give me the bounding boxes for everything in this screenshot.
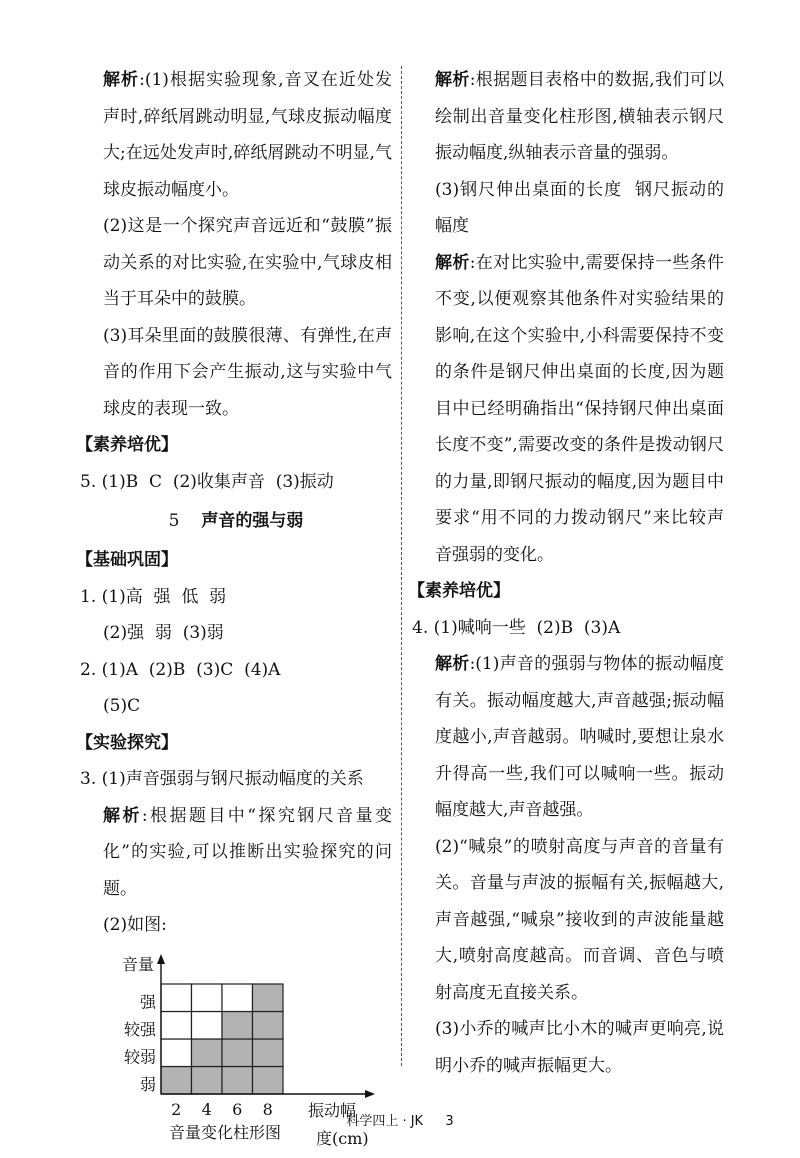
right-column — [408, 62, 725, 1084]
analysis-text: :在对比实验中,需要保持一些条件不变,以便观察其他条件对实验结果的影响,在这个实验中,小科需要保持不变的条件是钢尺伸出桌面的长度,因为题目中已经明确指出“保持钢尺伸出桌面长度不变”,需要改变的条件是拨动钢尺的力量,即钢尺振动的幅度,因为题目中要求“用不同的力拨动钢尺”来比较声音强弱的变化。 — [435, 252, 725, 565]
page-number: 3 — [445, 1114, 454, 1129]
x-tick-label: 2 — [171, 1099, 182, 1119]
y-axis-arrow — [157, 954, 165, 964]
bar-cell — [253, 1011, 284, 1039]
grid-cell — [192, 1011, 223, 1039]
answer-line: 3. (1)声音强弱与钢尺振动幅度的关系 — [80, 769, 364, 789]
paragraph: (2)“喊泉”的喷射高度与声音的音量有关。音量与声波的振幅有关,振幅越大,声音越强,“喊泉”接收到的声波能量越大,喷射高度越高。而音调、音色与喷射高度无直接关系。 — [435, 836, 724, 1003]
grid-cell — [161, 984, 192, 1012]
grid-cell — [222, 984, 253, 1012]
grid-cell — [192, 984, 223, 1012]
analysis-text: :(1)根据实验现象,音叉在近处发声时,碎纸屑跳动明显,气球皮振动幅度大;在远处发声时,碎纸屑跳动不明显,气球皮振动幅度小。 — [103, 70, 392, 200]
answer-line: (2)强 弱 (3)弱 — [103, 623, 224, 643]
bar-cell — [222, 1011, 253, 1039]
y-tick-label: 强 — [139, 992, 156, 1011]
bar-cell — [253, 984, 284, 1012]
answer-line: 5. (1)B C (2)收集声音 (3)振动 — [80, 471, 334, 492]
x-tick-label: 8 — [262, 1099, 273, 1119]
answer-line: 1. (1)高 强 低 弱 — [80, 586, 227, 607]
bar-cell — [253, 1066, 284, 1094]
section-header: 【素养培优】 — [76, 435, 178, 455]
analysis-text: :(1)声音的强弱与物体的振动幅度有关。振动幅度越大,声音越强;振动幅度越小,声音越弱。呐喊时,要想让泉水升得高一些,我们可以喊响一些。振动幅度越大,声音越强。 — [435, 654, 724, 820]
y-axis-label: 音量 — [122, 954, 155, 974]
left-column — [76, 62, 393, 1158]
answer-line: (2)如图: — [103, 915, 167, 935]
analysis-text: :根据题目表格中的数据,我们可以绘制出音量变化柱形图,横轴表示钢尺振动幅度,纵轴表示音量的强弱。 — [435, 70, 725, 163]
paragraph: (2)这是一个探究声音远近和“鼓膜”振动关系的对比实验,在实验中,气球皮相当于耳朵中的鼓膜。 — [103, 216, 392, 309]
bar-cell — [222, 1066, 253, 1094]
bar-cell — [192, 1039, 223, 1067]
bar-cell — [192, 1066, 223, 1094]
analysis-label: 解析 — [103, 805, 142, 826]
analysis-label: 解析 — [435, 654, 470, 674]
answer-line: 2. (1)A (2)B (3)C (4)A — [80, 659, 281, 680]
answer-line: (3)钢尺伸出桌面的长度 钢尺振动的幅度 — [435, 179, 724, 236]
footer-book-label: 科学四上 · JK — [346, 1114, 424, 1129]
analysis-paragraph — [412, 62, 724, 172]
grid-cell — [161, 1039, 192, 1067]
chart-title: 音量变化柱形图 — [168, 1122, 282, 1142]
analysis-label: 解析 — [435, 70, 470, 90]
y-tick-label: 弱 — [139, 1074, 156, 1094]
lesson-number: 5 — [168, 511, 180, 531]
section-header: 【素养培优】 — [408, 581, 510, 601]
analysis-paragraph — [80, 62, 392, 208]
x-tick-label: 4 — [201, 1099, 212, 1119]
section-header: 【基础巩固】 — [76, 550, 178, 570]
x-axis-arrow — [365, 1090, 375, 1098]
analysis-label: 解析 — [435, 252, 470, 273]
bar-cell — [161, 1066, 192, 1094]
grid-cell — [161, 1011, 192, 1039]
x-axis-label-line1: 振动幅 — [308, 1100, 357, 1120]
analysis-paragraph — [80, 798, 392, 908]
section-header: 【实验探究】 — [76, 732, 178, 753]
analysis-label: 解析 — [103, 70, 140, 90]
bar-cell — [253, 1039, 284, 1067]
paragraph: (3)小乔的喊声比小木的喊声更响亮,说明小乔的喊声振幅更大。 — [435, 1019, 724, 1076]
lesson-title: 声音的强与弱 — [201, 511, 304, 531]
bar-cell — [222, 1039, 253, 1067]
lesson-heading — [80, 500, 392, 542]
answer-line: (5)C — [103, 696, 141, 716]
analysis-paragraph — [412, 245, 724, 574]
x-tick-label: 6 — [232, 1099, 243, 1119]
column-divider — [401, 66, 402, 1066]
analysis-paragraph — [412, 646, 724, 829]
paragraph: (3)耳朵里面的鼓膜很薄、有弹性,在声音的作用下会产生振动,这与实验中气球皮的表现一致。 — [103, 325, 392, 419]
page-footer — [0, 1110, 800, 1129]
analysis-text: :根据题目中“探究钢尺音量变化”的实验,可以推断出实验探究的问题。 — [103, 805, 393, 899]
answer-line: 4. (1)喊响一些 (2)B (3)A — [412, 617, 621, 638]
x-axis-label-line2: 度(cm) — [316, 1128, 369, 1148]
y-tick-label: 较强 — [123, 1019, 156, 1039]
y-tick-label: 较弱 — [123, 1047, 156, 1066]
